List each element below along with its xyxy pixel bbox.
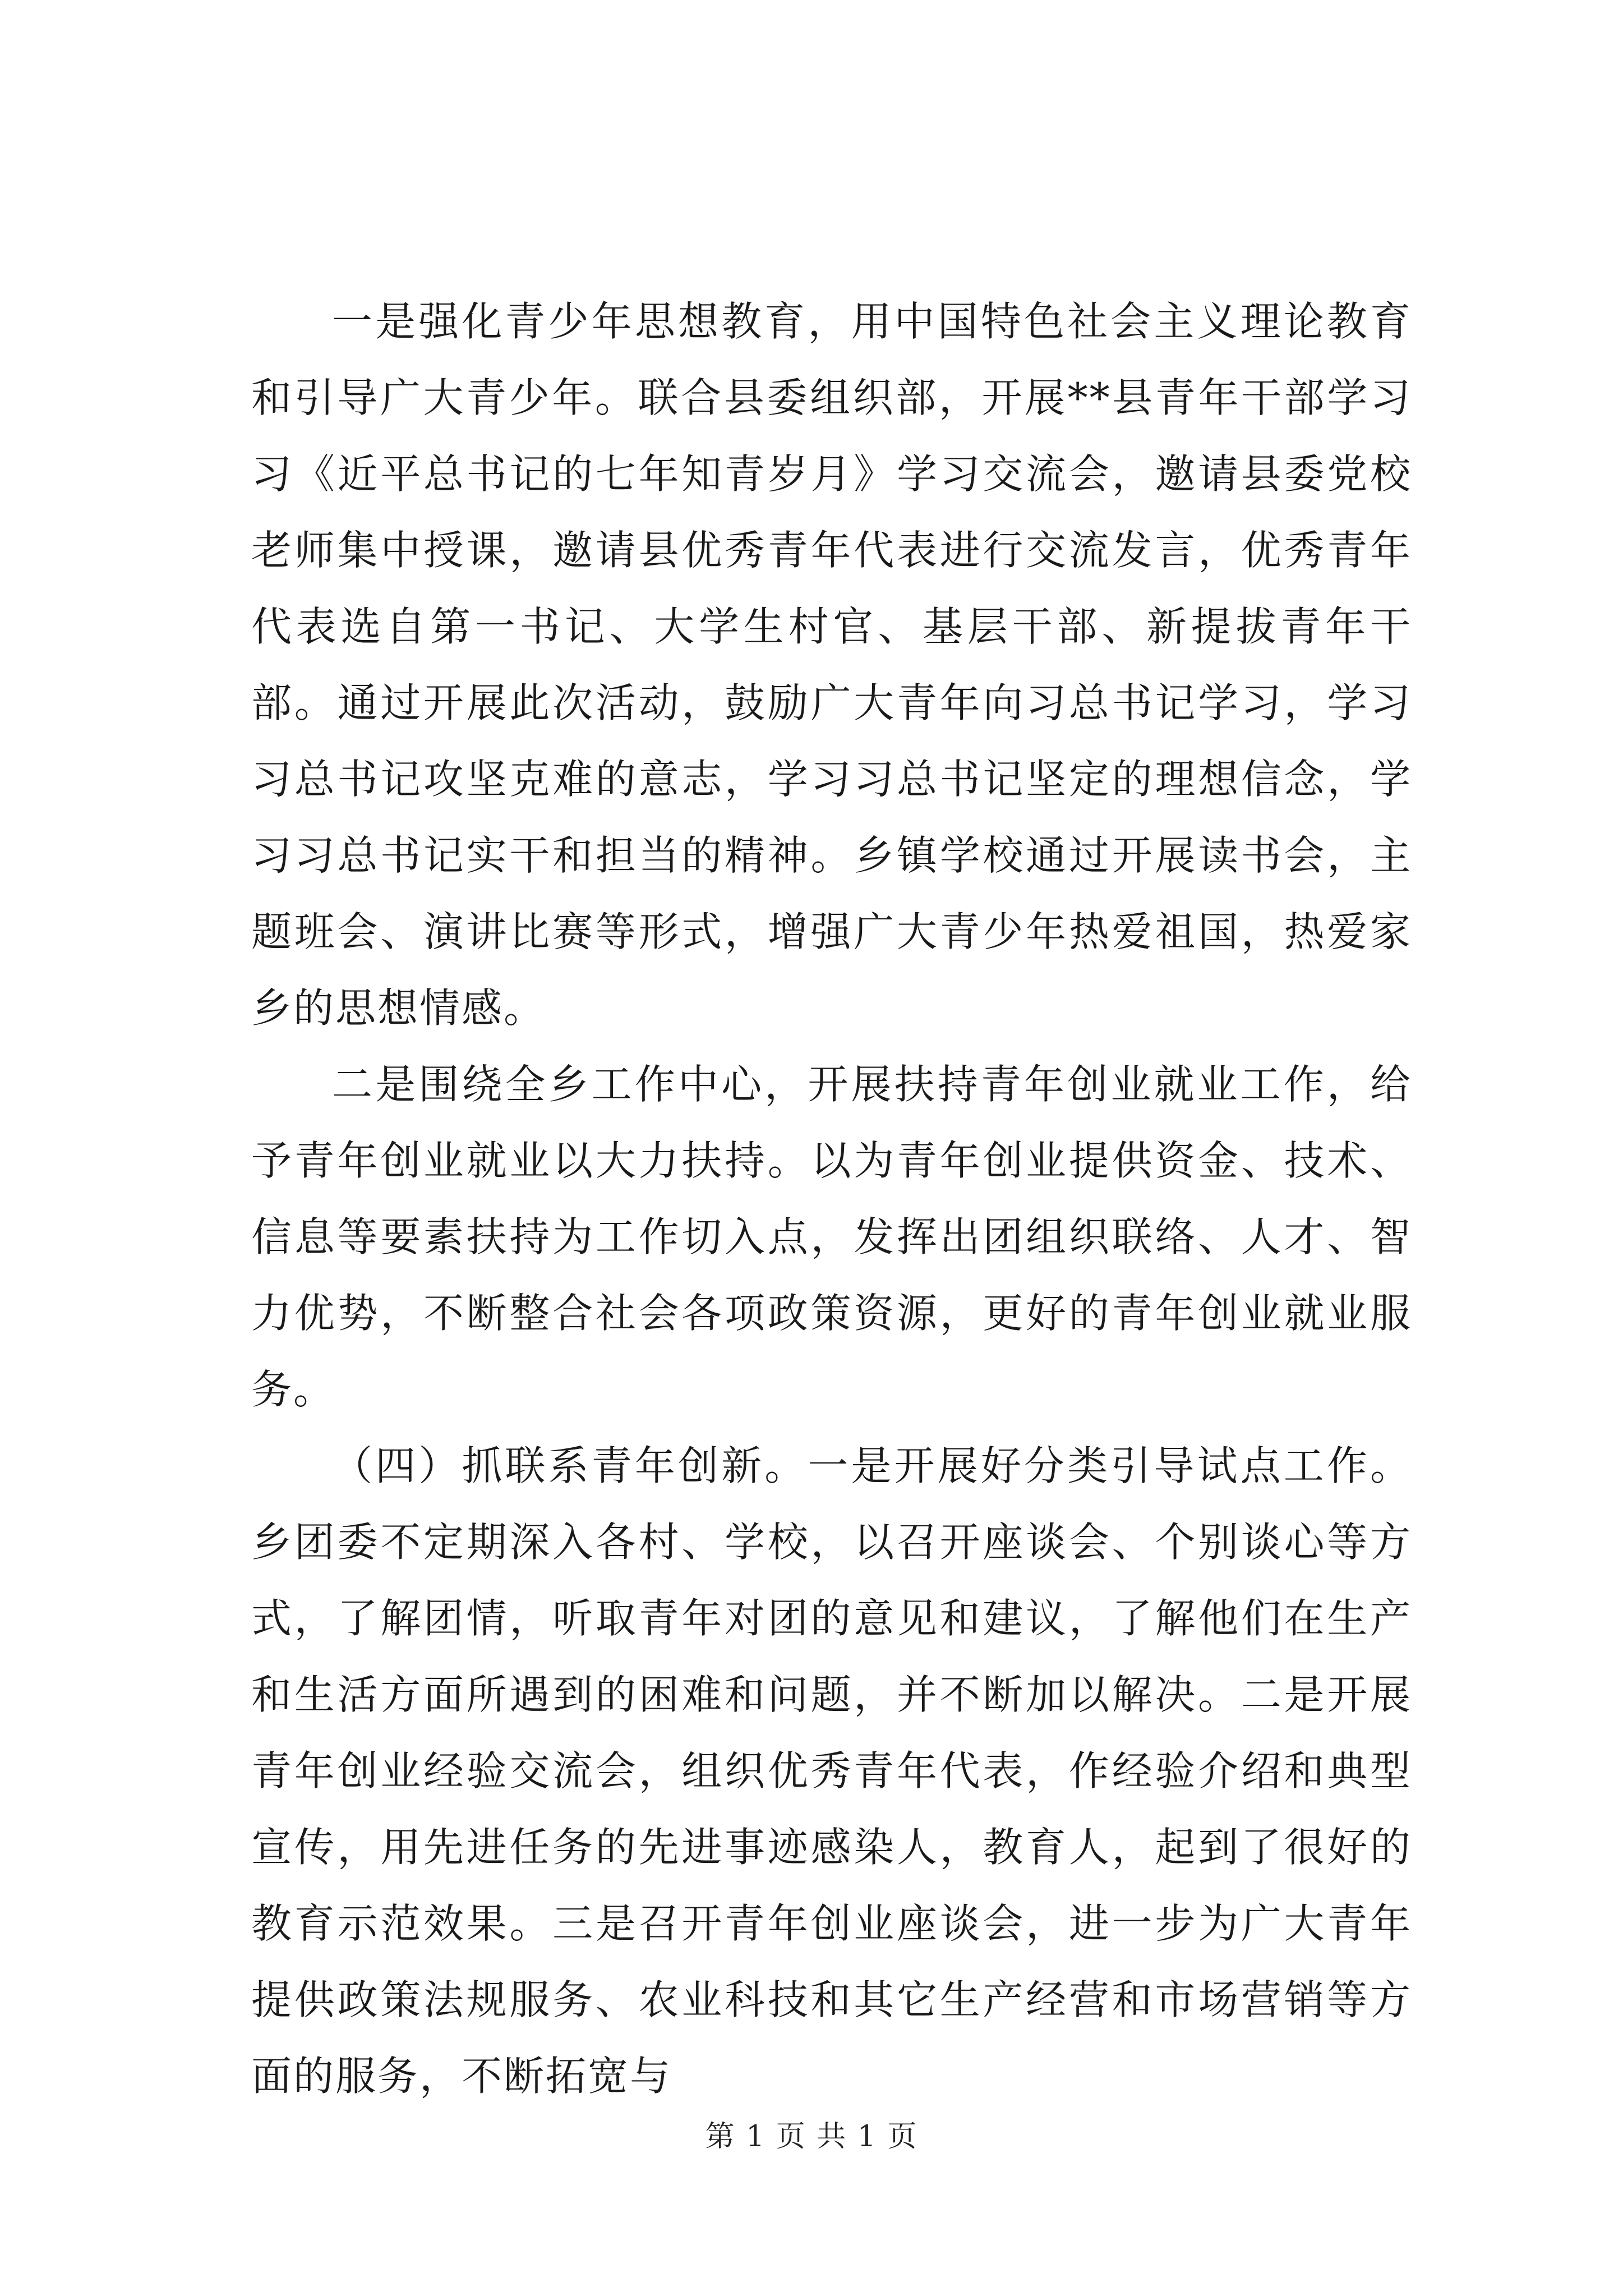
document-body: [251, 283, 1412, 2114]
paragraph-youth-employment: 二是围绕全乡工作中心，开展扶持青年创业就业工作，给予青年创业就业以大力扶持。以为青年创业提供资金、技术、信息等要素扶持为工作切入点，发挥出团组织联络、人才、智力优势，不断整合社会各项政策资源，更好的青年创业就业服务。: [251, 1061, 1412, 1413]
paragraph-youth-innovation: （四）抓联系青年创新。一是开展好分类引导试点工作。乡团委不定期深入各村、学校，以召开座谈会、个别谈心等方式，了解团情，听取青年对团的意见和建议，了解他们在生产和生活方面所遇到的困难和问题，并不断加以解决。二是开展青年创业经验交流会，组织优秀青年代表，作经验介绍和典型宣传，用先进任务的先进事迹感染人，教育人，起到了很好的教育示范效果。三是召开青年创业座谈会，进一步为广大青年提供政策法规服务、农业科技和其它生产经营和市场营销等方面的服务，不断拓宽与: [251, 1442, 1412, 2100]
paragraph-youth-ideology: 一是强化青少年思想教育，用中国特色社会主义理论教育和引导广大青少年。联合县委组织部，开展**县青年干部学习习《近平总书记的七年知青岁月》学习交流会，邀请县委党校老师集中授课，邀请县优秀青年代表进行交流发言，优秀青年代表选自第一书记、大学生村官、基层干部、新提拔青年干部。通过开展此次活动，鼓励广大青年向习总书记学习，学习习总书记攻坚克难的意志，学习习总书记坚定的理想信念，学习习总书记实干和担当的精神。乡镇学校通过开展读书会，主题班会、演讲比赛等形式，增强广大青少年热爱祖国，热爱家乡的思想情感。: [251, 298, 1412, 1032]
page-footer: 第 1 页 共 1 页: [705, 2120, 918, 2154]
